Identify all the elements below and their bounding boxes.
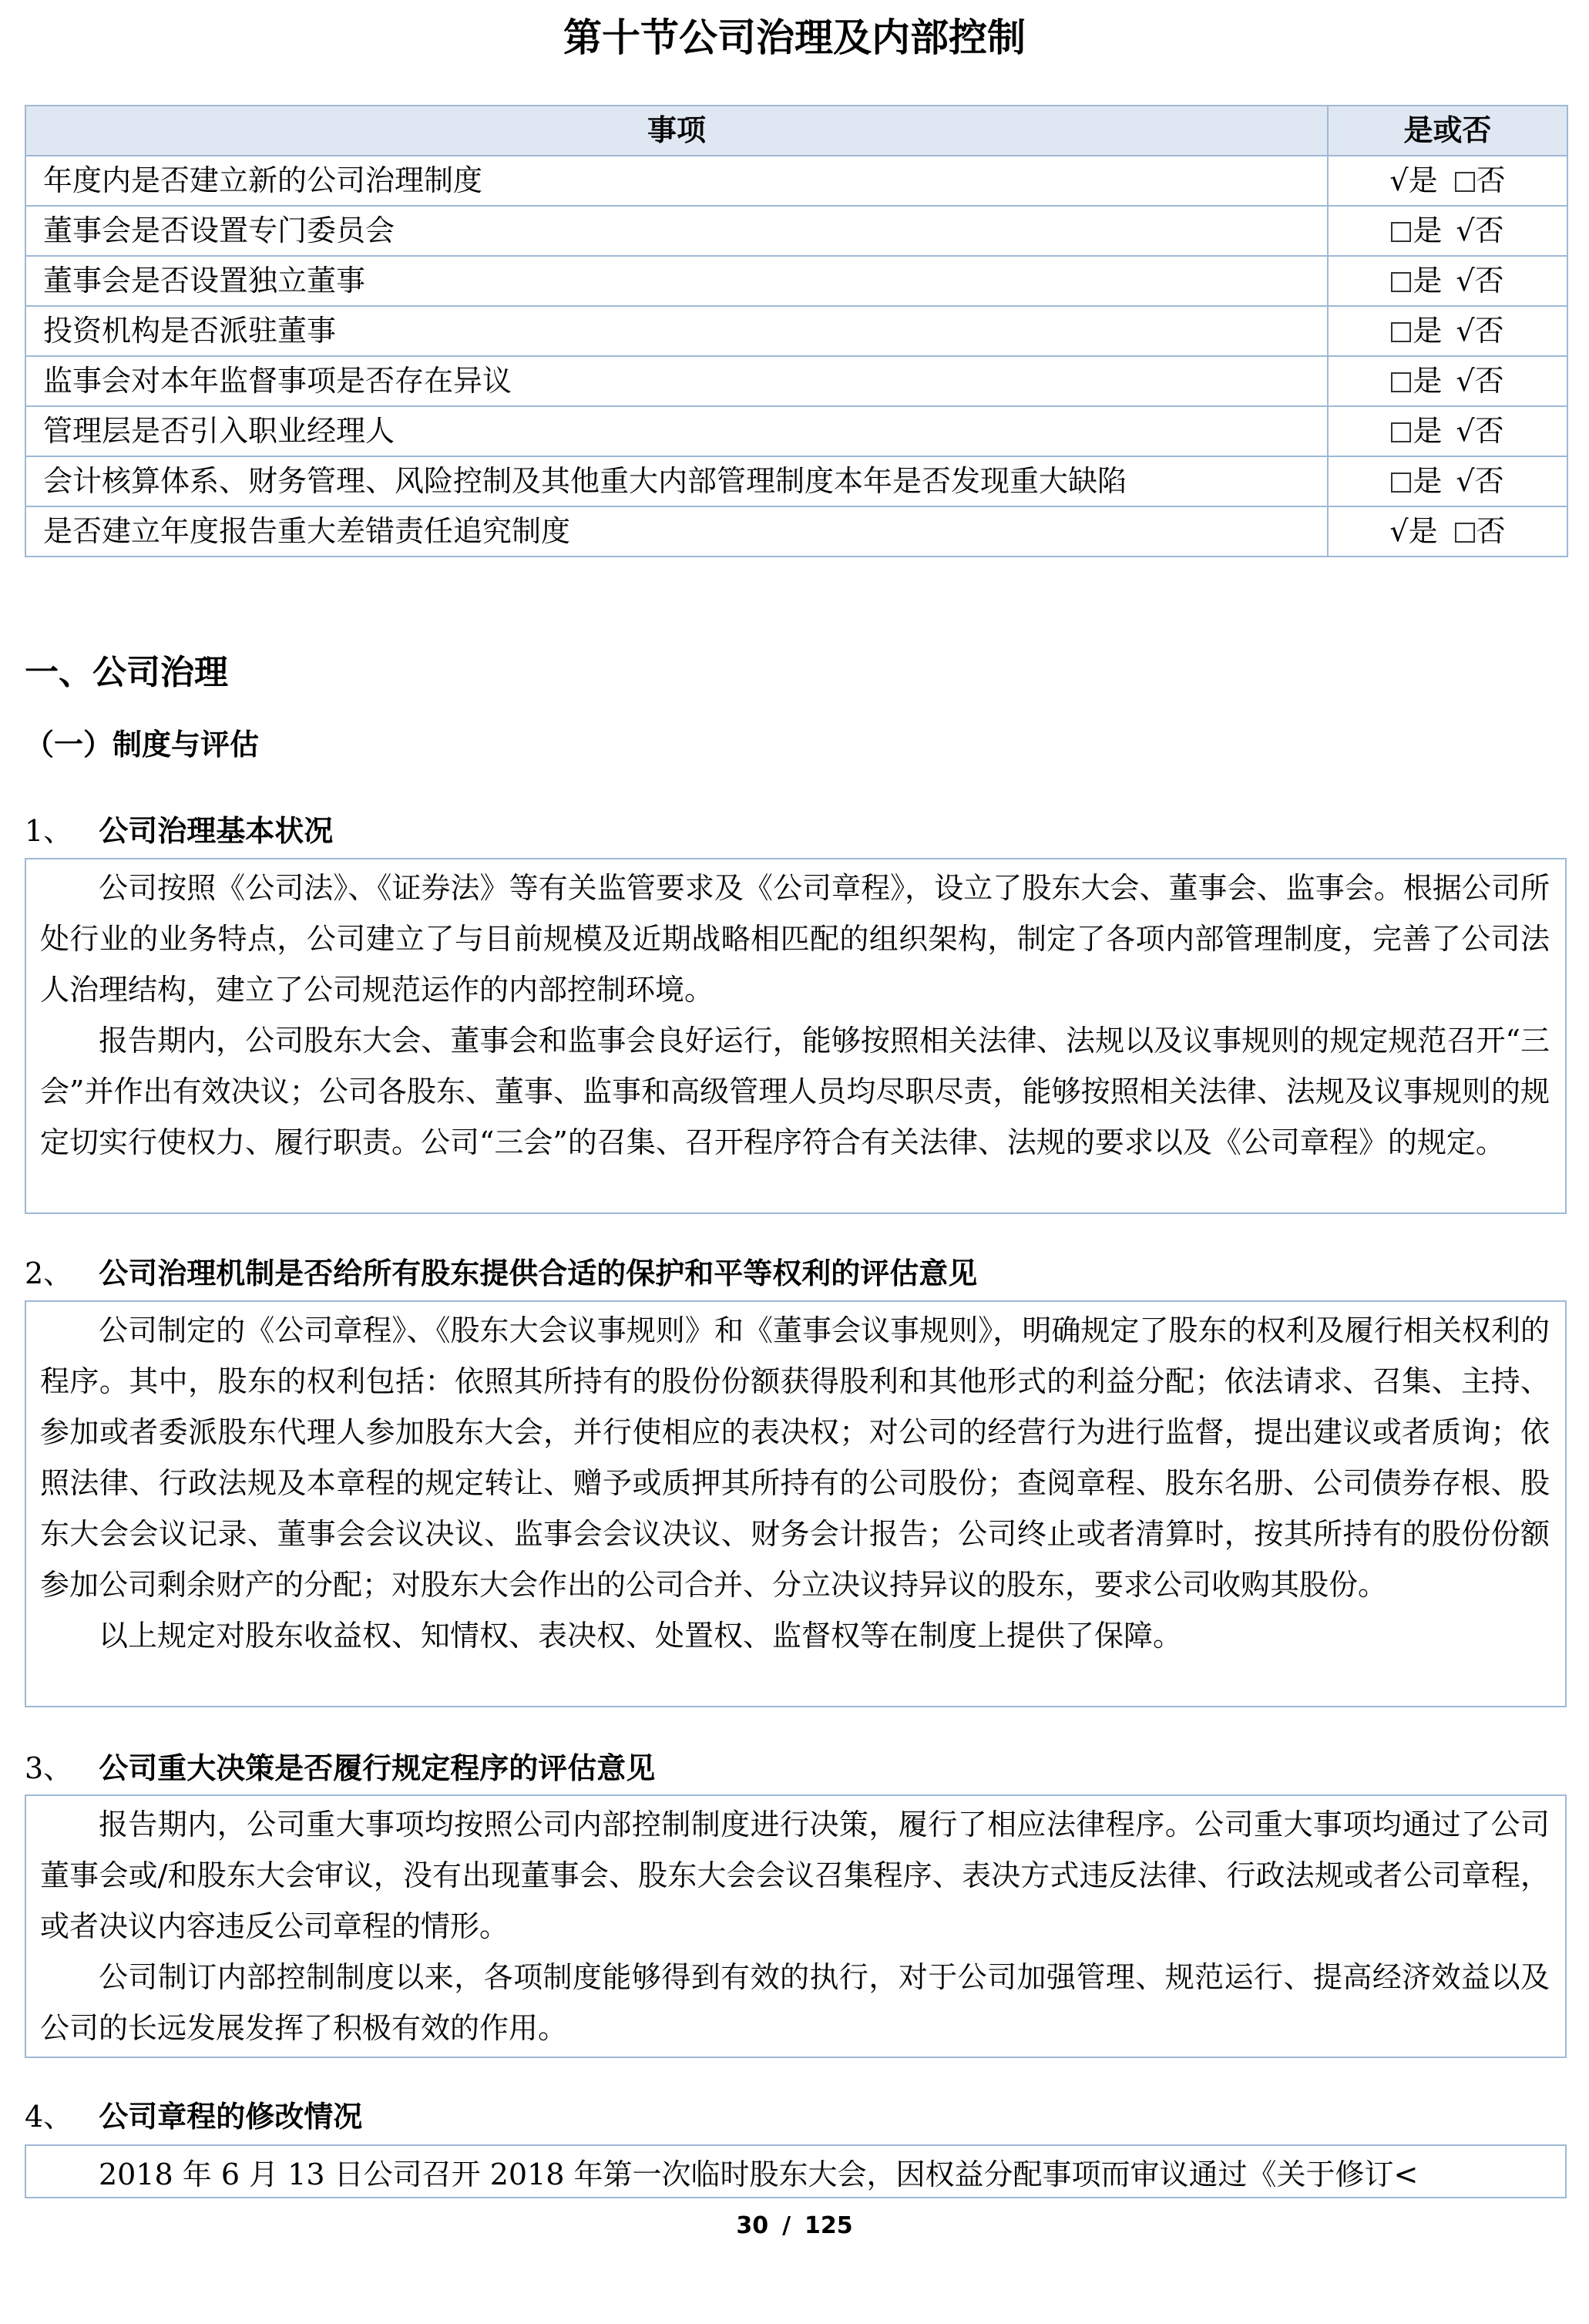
yes-label: 是 [1413, 214, 1443, 247]
subsection-number: 3、 [25, 1751, 73, 1785]
yes-label: 是 [1408, 163, 1438, 197]
paragraph: 2018 年 6 月 13 日公司召开 2018 年第一次临时股东大会，因权益分配事项而审议通过《关于修订< [99, 2158, 1419, 2191]
yes-label: 是 [1413, 314, 1443, 348]
subsection-text-box-2 [25, 1300, 1567, 1707]
checklist-answer [1328, 206, 1567, 256]
empty-checkbox-icon [1455, 523, 1475, 543]
subsection-number: 2、 [25, 1256, 73, 1290]
paragraph: 公司按照《公司法》、《证券法》等有关监管要求及《公司章程》，设立了股东大会、董事会、监事会。根据公司所处行业的业务特点，公司建立了与目前规模及近期战略相匹配的组织架构，制定了各项内部管理制度，完善了公司法人治理结构，建立了公司规范运作的内部控制环境。 [40, 871, 1550, 1007]
subsection-heading-1 [25, 809, 333, 853]
table-row [25, 306, 1567, 356]
empty-checkbox-icon [1391, 372, 1411, 392]
subsection-text-box-4 [25, 2144, 1567, 2198]
subsection-number: 4、 [25, 2100, 73, 2134]
subsection-title: 公司章程的修改情况 [99, 2100, 363, 2134]
empty-checkbox-icon [1391, 322, 1411, 342]
checklist-item: 监事会对本年监督事项是否存在异议 [25, 356, 1328, 406]
checkmark-icon: √ [1389, 163, 1409, 197]
table-row [25, 356, 1567, 406]
section-title: 一、公司治理 [25, 653, 228, 692]
paragraph: 以上规定对股东收益权、知情权、表决权、处置权、监督权等在制度上提供了保障。 [99, 1619, 1183, 1653]
subsection-title: 公司重大决策是否履行规定程序的评估意见 [99, 1751, 656, 1785]
header-item: 事项 [25, 106, 1328, 156]
checklist-item: 投资机构是否派驻董事 [25, 306, 1328, 356]
checklist-answer [1328, 156, 1567, 206]
yes-label: 是 [1408, 514, 1438, 548]
empty-checkbox-icon [1455, 172, 1475, 192]
checklist-item: 董事会是否设置独立董事 [25, 256, 1328, 306]
subsection-text-box-3 [25, 1794, 1567, 2058]
subsection-number: 1、 [25, 814, 73, 848]
paragraph: 报告期内，公司股东大会、董事会和监事会良好运行，能够按照相关法律、法规以及议事规则的规定规范召开“三会”并作出有效决议；公司各股东、董事、监事和高级管理人员均尽职尽责，能够按照相关法律、法规及议事规则的规定切实行使权力、履行职责。公司“三会”的召集、召开程序符合有关法律、法规的要求以及《公司章程》的规定。 [40, 1024, 1550, 1159]
no-label: 否 [1476, 514, 1506, 548]
subsection-text-box-1 [25, 858, 1567, 1214]
subsection-heading-4 [25, 2095, 362, 2138]
subsection-title: 公司治理机制是否给所有股东提供合适的保护和平等权利的评估意见 [99, 1256, 978, 1290]
checklist-item: 年度内是否建立新的公司治理制度 [25, 156, 1328, 206]
checklist-answer [1328, 406, 1567, 456]
yes-label: 是 [1413, 264, 1443, 298]
subsection-title: 公司治理基本状况 [99, 814, 334, 848]
governance-checklist-table [25, 105, 1568, 557]
empty-checkbox-icon [1391, 272, 1411, 292]
checkmark-icon: √ [1456, 214, 1475, 247]
total-pages: 125 [805, 2212, 853, 2239]
no-label: 否 [1474, 264, 1504, 298]
checkmark-icon: √ [1456, 264, 1475, 298]
current-page: 30 [736, 2212, 769, 2239]
checklist-answer [1328, 506, 1567, 557]
checklist-item: 会计核算体系、财务管理、风险控制及其他重大内部管理制度本年是否发现重大缺陷 [25, 456, 1328, 506]
paragraph: 公司制定的《公司章程》、《股东大会议事规则》和《董事会议事规则》，明确规定了股东的权利及履行相关权利的程序。其中，股东的权利包括：依照其所持有的股份份额获得股利和其他形式的利益分配；依法请求、召集、主持、参加或者委派股东代理人参加股东大会，并行使相应的表决权；对公司的经营行为进行监督，提出建议或者质询；依照法律、行政法规及本章程的规定转让、赠予或质押其所持有的公司股份；查阅章程、股东名册、公司债券存根、股东大会会议记录、董事会会议决议、监事会会议决议、财务会计报告；公司终止或者清算时，按其所持有的股份份额参加公司剩余财产的分配；对股东大会作出的公司合并、分立决议持异议的股东，要求公司收购其股份。 [40, 1313, 1550, 1602]
checklist-answer [1328, 456, 1567, 506]
checkmark-icon: √ [1389, 514, 1409, 548]
checklist-item: 管理层是否引入职业经理人 [25, 406, 1328, 456]
checkmark-icon: √ [1456, 464, 1475, 498]
no-label: 否 [1474, 214, 1504, 247]
table-row [25, 156, 1567, 206]
subsection-heading-2 [25, 1252, 977, 1295]
subsection-heading-3 [25, 1747, 655, 1790]
table-row [25, 206, 1567, 256]
checklist-item: 董事会是否设置专门委员会 [25, 206, 1328, 256]
page-title: 第十节公司治理及内部控制 [563, 15, 1026, 60]
checklist-answer [1328, 306, 1567, 356]
table-row [25, 256, 1567, 306]
no-label: 否 [1474, 414, 1504, 448]
yes-label: 是 [1413, 414, 1443, 448]
no-label: 否 [1474, 364, 1504, 398]
paragraph: 公司制订内部控制制度以来，各项制度能够得到有效的执行，对于公司加强管理、规范运行、提高经济效益以及公司的长远发展发挥了积极有效的作用。 [40, 1960, 1550, 2045]
table-row [25, 506, 1567, 557]
no-label: 否 [1474, 314, 1504, 348]
header-answer: 是或否 [1328, 106, 1567, 156]
page-number [0, 2211, 1589, 2242]
checklist-answer [1328, 356, 1567, 406]
empty-checkbox-icon [1391, 473, 1411, 493]
yes-label: 是 [1413, 464, 1443, 498]
no-label: 否 [1474, 464, 1504, 498]
table-header-row [25, 106, 1567, 156]
no-label: 否 [1476, 163, 1506, 197]
checkmark-icon: √ [1456, 314, 1475, 348]
section-subtitle: （一）制度与评估 [25, 728, 260, 762]
page-separator: / [782, 2212, 791, 2239]
yes-label: 是 [1413, 364, 1443, 398]
table-row [25, 456, 1567, 506]
checkmark-icon: √ [1456, 414, 1475, 448]
empty-checkbox-icon [1391, 222, 1411, 242]
empty-checkbox-icon [1391, 422, 1411, 442]
checkmark-icon: √ [1456, 364, 1475, 398]
table-row [25, 406, 1567, 456]
checklist-answer [1328, 256, 1567, 306]
checklist-item: 是否建立年度报告重大差错责任追究制度 [25, 506, 1328, 557]
paragraph: 报告期内，公司重大事项均按照公司内部控制制度进行决策，履行了相应法律程序。公司重大事项均通过了公司董事会或/和股东大会审议，没有出现董事会、股东大会会议召集程序、表决方式违反法律、行政法规或者公司章程，或者决议内容违反公司章程的情形。 [40, 1808, 1550, 1943]
